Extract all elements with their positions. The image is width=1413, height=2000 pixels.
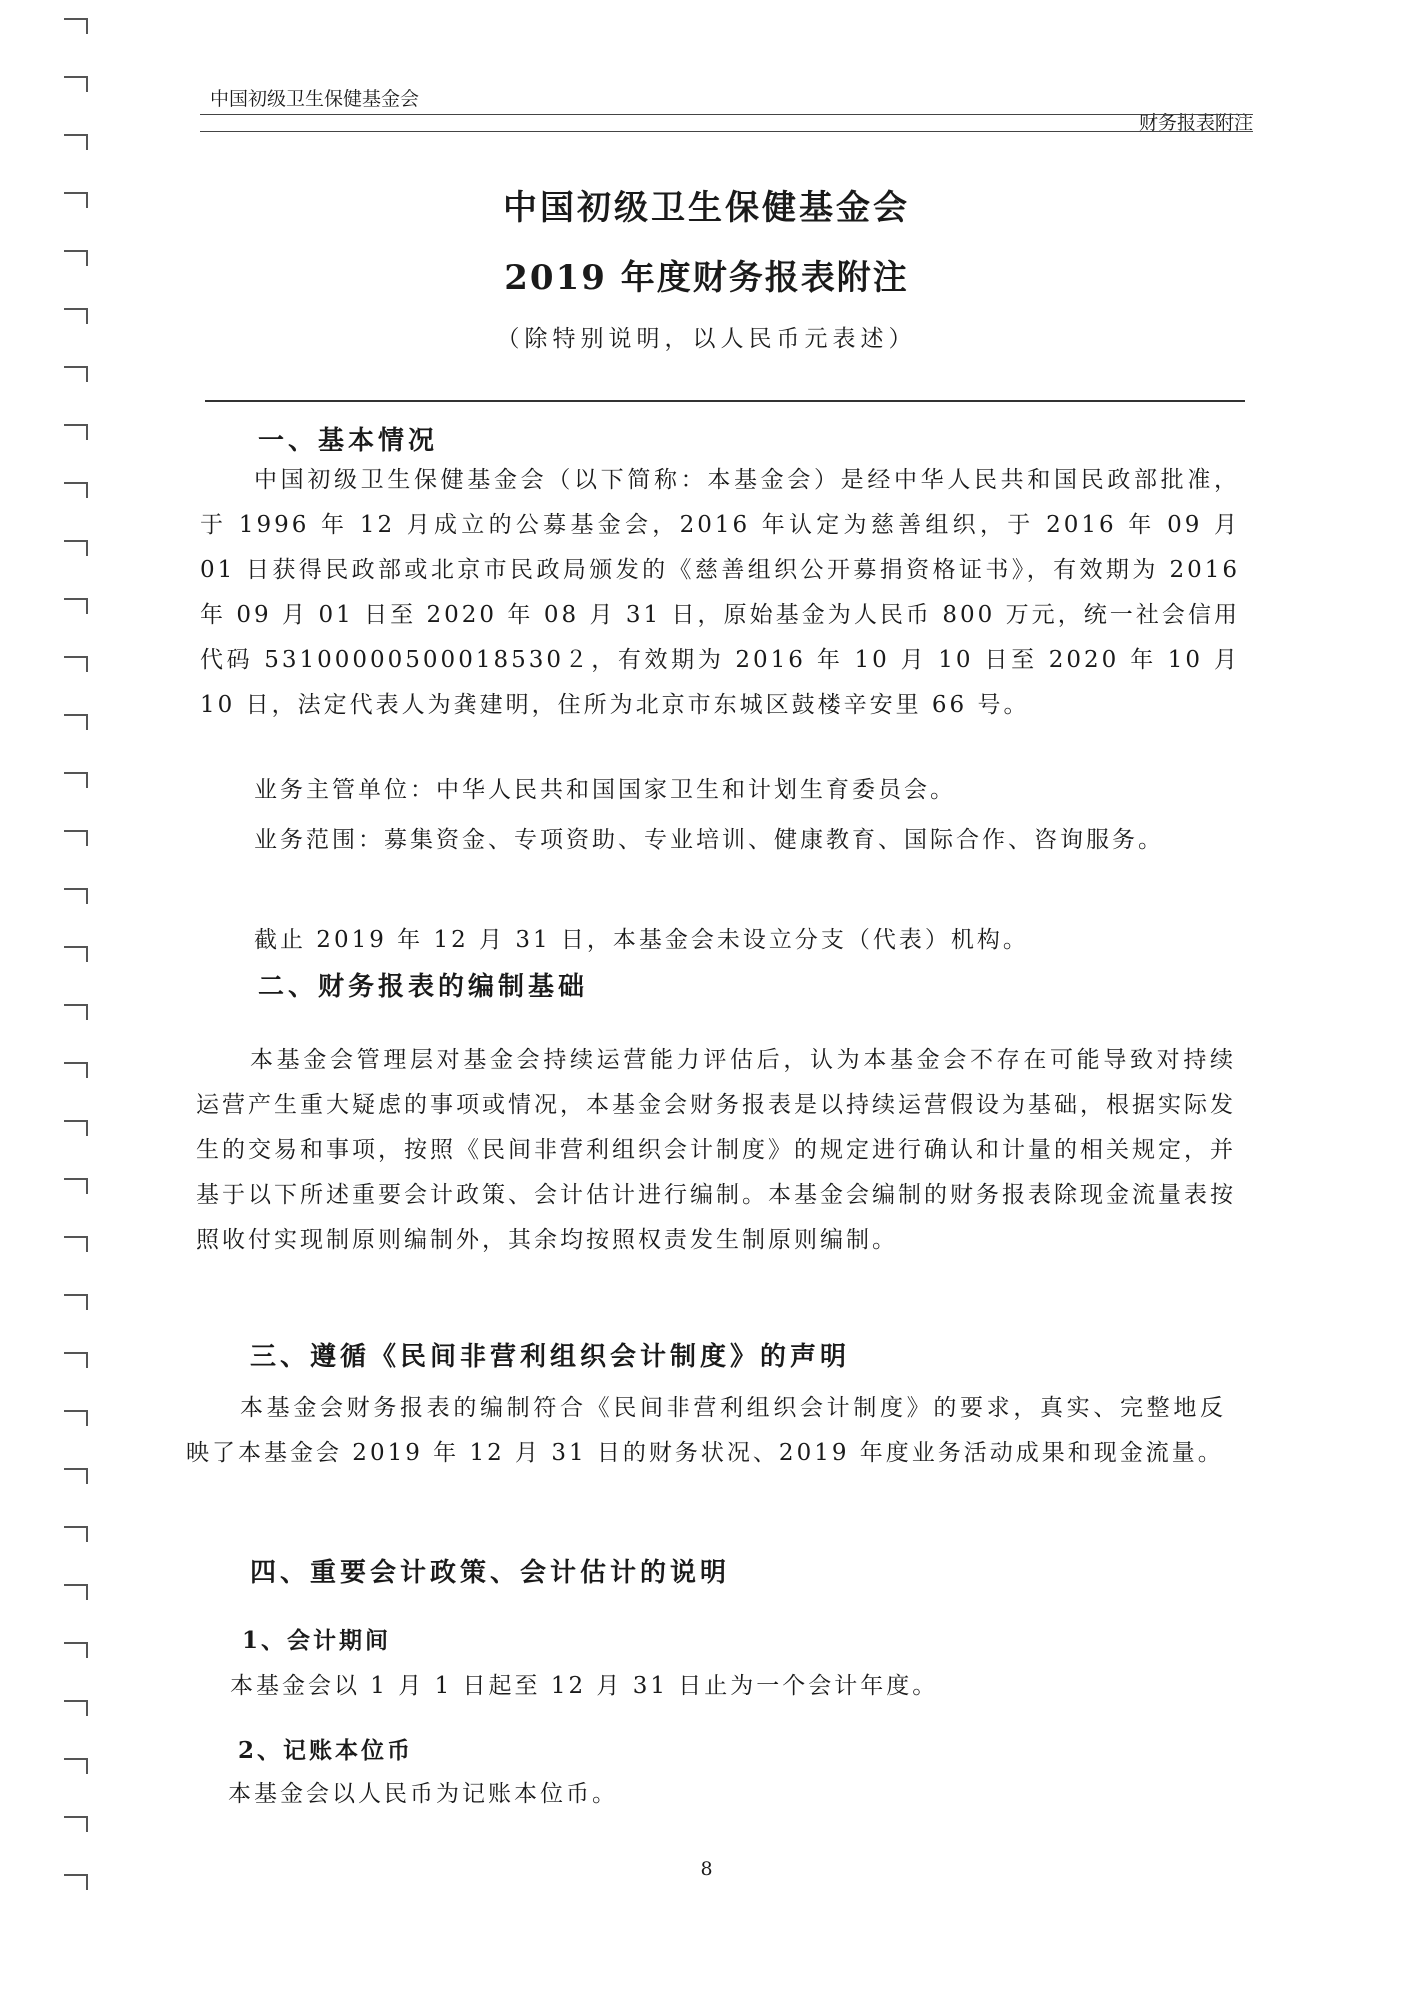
binder-mark (64, 424, 88, 440)
binder-mark (64, 1120, 88, 1136)
binder-mark (64, 1236, 88, 1252)
page-number: 8 (700, 1858, 713, 1880)
binder-mark (64, 1468, 88, 1484)
section-4-heading: 四、重要会计政策、会计估计的说明 (250, 1558, 731, 1588)
binder-mark (64, 656, 88, 672)
title-divider (205, 400, 1245, 402)
binder-mark (64, 772, 88, 788)
section-4-2-heading: 2、记账本位币 (238, 1737, 414, 1764)
doc-subtitle-year: 2019 年度财务报表附注 (504, 258, 909, 298)
binder-mark (64, 1004, 88, 1020)
binder-mark (64, 1178, 88, 1194)
binder-mark (64, 366, 88, 382)
binder-mark (64, 714, 88, 730)
binder-mark (64, 830, 88, 846)
binder-mark (64, 1294, 88, 1310)
binder-mark (64, 1410, 88, 1426)
binder-mark (64, 1352, 88, 1368)
binder-mark (64, 1526, 88, 1542)
binder-mark (64, 946, 88, 962)
header-rule (200, 114, 1253, 115)
section-4-1-text: 本基金会以 1 月 1 日起至 12 月 31 日止为一个会计年度。 (230, 1673, 939, 1699)
section-2-heading: 二、财务报表的编制基础 (258, 972, 589, 1002)
binder-mark (64, 1700, 88, 1716)
doc-title: 中国初级卫生保健基金会 (503, 188, 910, 228)
binder-mark (64, 888, 88, 904)
section-1-supervisor: 业务主管单位：中华人民共和国国家卫生和计划生育委员会。 (254, 777, 956, 803)
binder-mark (64, 482, 88, 498)
binder-mark (64, 1816, 88, 1832)
section-4-1-heading: 1、会计期间 (242, 1627, 392, 1654)
header-org: 中国初级卫生保健基金会 (210, 88, 420, 110)
binder-mark (64, 134, 88, 150)
section-3-heading: 三、遵循《民间非营利组织会计制度》的声明 (250, 1342, 851, 1372)
binder-mark (64, 598, 88, 614)
section-4-2-text: 本基金会以人民币为记账本位币。 (228, 1781, 618, 1807)
binder-marks (56, 0, 96, 2000)
section-1-branches: 截止 2019 年 12 月 31 日，本基金会未设立分支（代表）机构。 (254, 927, 1029, 953)
section-1-scope: 业务范围：募集资金、专项资助、专业培训、健康教育、国际合作、咨询服务。 (254, 827, 1164, 853)
binder-mark (64, 1584, 88, 1600)
binder-mark (64, 1062, 88, 1078)
section-1-heading: 一、基本情况 (258, 426, 439, 456)
section-2-paragraph: 本基金会管理层对基金会持续运营能力评估后，认为本基金会不存在可能导致对持续运营产生重大疑虑的事项或情况，本基金会财务报表是以持续运营假设为基础，根据实际发生的交易和事项，按照《民间非营利组织会计制度》的规定进行确认和计量的相关规定，并基于以下所述重要会计政策、会计估计进行编制。本基金会编制的财务报表除现金流量表按照收付实现制原则编制外，其余均按照权责发生制原则编制。 (196, 1047, 1236, 1253)
binder-mark (64, 1758, 88, 1774)
doc-currency-note: （除特别说明，以人民币元表述） (496, 326, 917, 352)
binder-mark (64, 76, 88, 92)
binder-mark (64, 1642, 88, 1658)
binder-mark (64, 18, 88, 34)
binder-mark (64, 540, 88, 556)
section-3-paragraph: 本基金会财务报表的编制符合《民间非营利组织会计制度》的要求，真实、完整地反映了本基金会 2019 年 12 月 31 日的财务状况、2019 年度业务活动成果和现金流量。 (186, 1395, 1226, 1466)
header-rule-right (200, 131, 1253, 132)
section-1-paragraph: 中国初级卫生保健基金会（以下简称：本基金会）是经中华人民共和国民政部批准，于 1996 年 12 月成立的公募基金会，2016 年认定为慈善组织，于 2016 年 09 月 01 日获得民政部或北京市民政局颁发的《慈善组织公开募捐资格证书》，有效期为 2016 年 09 月 01 日至 2020 年 08 月 31 日，原始基金为人民币 800 万元，统一社会信用代码 53100000500018530２，有效期为 2016 年 10 月 10 日至 2020 年 10 月 10 日，法定代表人为龚建明，住所为北京市东城区鼓楼辛安里 66 号。 (200, 467, 1240, 718)
header-section: 财务报表附注 (1138, 112, 1253, 134)
